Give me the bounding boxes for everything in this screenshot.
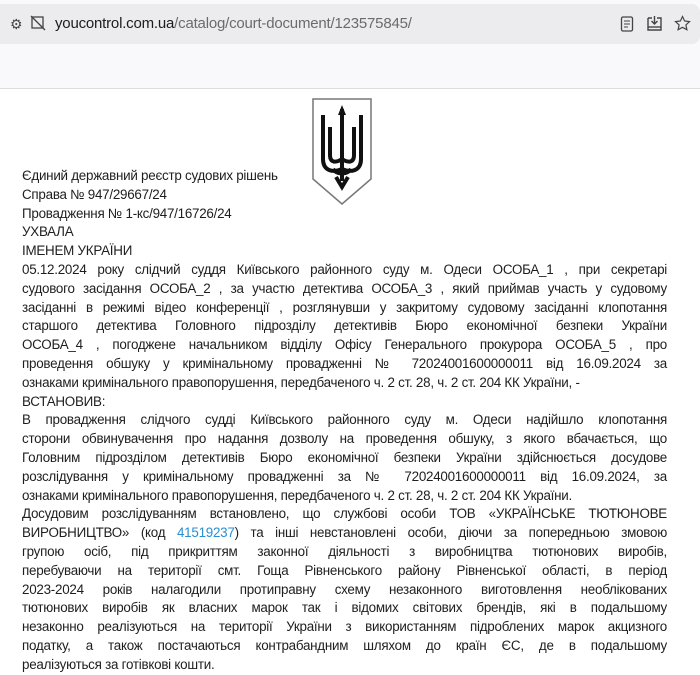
text-line: розслідування у кримінальному провадженні за № 72024001600000011 від 16.09.2024, за	[22, 468, 667, 484]
registry-title: Єдиний державний реєстр судових рішень	[22, 168, 278, 183]
bookmark-star-icon[interactable]	[674, 15, 691, 35]
text-line: 05.12.2024 року слідчий суддя Київського районного суду м. Одеси ОСОБА_1 , при секретарі	[22, 261, 667, 277]
text-line: перебуваючи на території смт. Гоща Рівненського району Рівненської області, в період	[22, 562, 667, 578]
case-number: Справа № 947/29667/24	[22, 186, 167, 202]
ruling-heading: УХВАЛА	[22, 224, 74, 240]
text-line: старшого детектива Головного підрозділу детективів Бюро економічної безпеки України	[22, 318, 667, 334]
text-line: ознаками кримінального правопорушення, передбаченого ч. 2 ст. 28, ч. 2 ст. 204 КК України, -	[22, 374, 580, 390]
text-line: незаконно реалізуються на території України з використанням підроблених марок акцизного	[22, 619, 667, 635]
company-code-link[interactable]: 41519237	[176, 525, 235, 541]
address-bar[interactable]	[0, 4, 700, 44]
text-line: ОСОБА_4 , погоджене начальником відділу Офісу Генерального прокурора ОСОБА_5 , про	[22, 337, 667, 353]
text-line: тютюнових виробів як власних марок так і відомих світових брендів, які в подальшому	[22, 600, 667, 616]
paragraph-petition	[22, 411, 667, 505]
text-line: 2023-2024 років налагодили протиправну схему незаконного виготовлення необлікованих	[22, 581, 667, 597]
text-line: ознаками кримінального правопорушення, передбаченого ч. 2 ст. 28, ч. 2 ст. 204 КК України.	[22, 487, 572, 503]
paragraph-investigation	[22, 505, 667, 674]
text-line: проведення обшуку у кримінальному провадженні № 72024001600000011 від 16.09.2024 за	[22, 355, 667, 371]
text-line: судового засідання ОСОБА_2 , за участю детектива ОСОБА_3 , який приймав участь у судовому	[22, 280, 667, 296]
text-line: податку, а також постачаються контрабандним шляхом до країн ЄС, де в подальшому	[22, 637, 667, 653]
text-line: сторони обвинувачення про надання дозволу на проведення обшуку, з якого вбачається, що	[22, 431, 667, 447]
text-line: Головним підрозділом детективів Бюро економічної безпеки України здійснюється досудове	[22, 449, 667, 465]
text-line: В провадження слідчого судді Київського районного суду м. Одеси надійшло клопотання	[22, 412, 667, 428]
browser-toolbar	[0, 0, 700, 89]
in-the-name-heading: ІМЕНЕМ УКРАЇНИ	[22, 243, 133, 259]
text-line: Досудовим розслідуванням встановлено, що службові особи ТОВ «УКРАЇНСЬКЕ ТЮТЮНОВЕ	[22, 506, 667, 522]
court-document	[22, 167, 667, 675]
site-settings-icon[interactable]: ⚙	[10, 16, 23, 32]
download-icon[interactable]	[646, 15, 663, 35]
established-heading: ВСТАНОВИВ:	[22, 393, 106, 409]
proceeding-number: Провадження № 1-кс/947/16726/24	[22, 205, 232, 221]
text-line: ВИРОБНИЦТВО» (код 41519237) та інші невстановлені особи, діючи за попередньою змовою	[22, 525, 667, 541]
reader-view-icon[interactable]	[620, 16, 634, 35]
text-line: групою осіб, під прикриттям законної діяльності з виробництва тютюнових виробів,	[22, 543, 667, 559]
text-line: засіданні в режимі відео конференції , розглянувши у закритому судовому засіданні клопотання	[22, 299, 667, 315]
tracking-off-icon[interactable]	[30, 15, 46, 34]
text-line: реалізуються за готівкові кошти.	[22, 656, 215, 672]
paragraph-intro	[22, 261, 667, 393]
url-text[interactable]: youcontrol.com.ua/catalog/court-document/123575845/	[55, 15, 412, 32]
